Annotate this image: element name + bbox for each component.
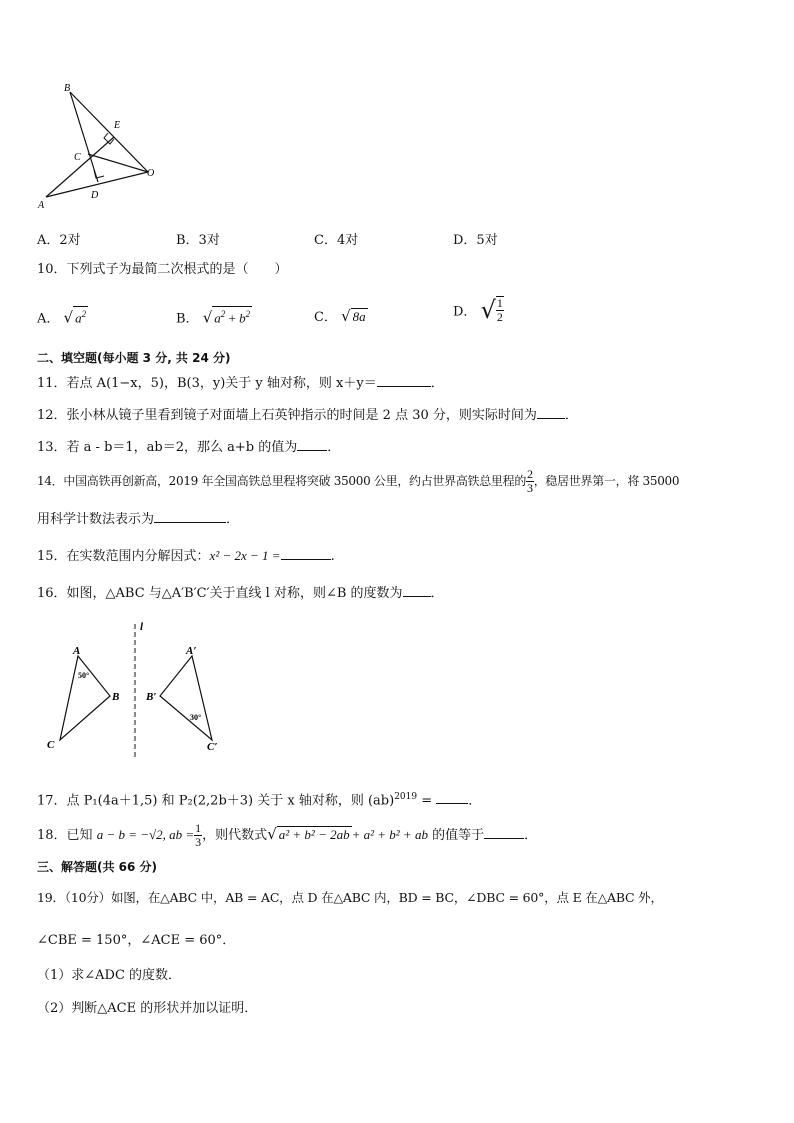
- q10-d-den: 2: [496, 310, 503, 324]
- fig16-angle-c1: 30°: [190, 713, 202, 722]
- q11-text: 11．若点 A(1−x，5)，B(3，y)关于 y 轴对称，则 x＋y＝: [37, 376, 377, 391]
- fig16-label-A1: A′: [186, 645, 197, 657]
- fig16-label-C1: C′: [207, 741, 218, 753]
- q18: [37, 815, 537, 855]
- q10-option-c-letter: C．: [314, 310, 337, 325]
- q14-end: ．: [226, 512, 240, 527]
- q18-end: ．: [524, 828, 538, 843]
- q14-fraction: [526, 468, 534, 495]
- q14-line1: [37, 462, 679, 500]
- q15-end: .: [330, 549, 335, 564]
- q14-text-a: 14．中国高铁再创新高，2019 年全国高铁总里程将突破 35000 公里，约占世界高铁总里程的: [37, 474, 527, 488]
- q17-end: ．: [468, 793, 482, 809]
- q13-end: ．: [327, 440, 341, 455]
- q14-text-b: ，稳居世界第一，将 35000: [533, 474, 680, 488]
- q9-option-b: B．3对: [176, 233, 220, 248]
- q14-num: 2: [527, 467, 533, 481]
- q13: [37, 438, 340, 457]
- q18-text: 18．已知: [37, 828, 93, 843]
- q10-option-a-radicand: [73, 306, 88, 325]
- q16-end: ．: [430, 586, 444, 601]
- q15-answer-blank[interactable]: [281, 547, 331, 560]
- q19-sub1: （1）求∠ADC 的度数．: [37, 968, 182, 983]
- q12-text: 12．张小林从镜子里看到镜子对面墙上石英钟指示的时间是 2 点 30 分，则实际时间为: [37, 408, 537, 423]
- q18-text-c: 的值等于: [432, 828, 485, 843]
- q11-answer-blank[interactable]: [377, 374, 431, 387]
- fig9-label-A: A: [38, 200, 45, 211]
- q10-b-base2: b: [239, 310, 246, 326]
- q15: [37, 547, 335, 566]
- q13-text: 13．若 a - b＝1，ab＝2，那么 a+b 的值为: [37, 440, 298, 455]
- q18-tail: + a² + b² + ab: [351, 827, 428, 842]
- q14-den: 3: [527, 481, 533, 495]
- q10-a-exp: 2: [81, 309, 87, 319]
- q9-option-c: C．4对: [314, 233, 359, 248]
- q10-option-c: [314, 306, 368, 325]
- q9-option-d: D．5对: [453, 233, 498, 248]
- q17-eq: =: [417, 793, 437, 809]
- q10-b-base1: a: [214, 310, 221, 326]
- fig9-label-B: B: [64, 83, 71, 94]
- q11-end: ．: [430, 376, 444, 391]
- q10-b-exp2: 2: [245, 309, 251, 319]
- fig16-angle-a: 50°: [78, 671, 90, 680]
- q10-option-b: [176, 306, 252, 326]
- sqrt-sign: √: [202, 308, 213, 327]
- q17-exp: 2019: [394, 792, 418, 802]
- fig9-label-O: O: [147, 168, 155, 179]
- q10-d-num: 1: [496, 296, 503, 310]
- sqrt-sign: √: [267, 825, 277, 843]
- figure-q16: [40, 618, 240, 768]
- q14-line2: [37, 510, 239, 529]
- q19-line2: ∠CBE = 150°，∠ACE = 60°．: [37, 933, 236, 948]
- sqrt-sign: √: [341, 307, 351, 325]
- q16-answer-blank[interactable]: [403, 584, 431, 597]
- q11: [37, 374, 444, 393]
- q14-text-c: 用科学计数法表示为: [37, 512, 155, 527]
- q16-text: 16．如图，△ABC 与△A′B′C′关于直线 l 对称，则∠B 的度数为: [37, 586, 403, 601]
- section3-heading: 三、解答题(共 66 分): [37, 860, 158, 874]
- q12: [37, 406, 578, 425]
- sqrt-sign: √: [63, 308, 74, 327]
- q12-end: ．: [564, 408, 578, 423]
- q10-option-d: [453, 296, 504, 324]
- q18-mid: ，则代数式: [202, 828, 268, 843]
- q10-option-a-letter: A．: [37, 311, 60, 327]
- q10-option-b-letter: B．: [176, 311, 199, 327]
- q19-sub2: （2）判断△ACE 的形状并加以证明．: [37, 1001, 258, 1016]
- q18-num: 1: [195, 821, 202, 835]
- fig16-label-C: C: [47, 739, 55, 751]
- q13-answer-blank[interactable]: [297, 438, 327, 451]
- q16: [37, 584, 444, 603]
- q15-expression: x² − 2x − 1 =: [209, 548, 281, 563]
- q10-b-exp1: 2: [220, 309, 226, 319]
- q10-option-c-radicand: 8a: [352, 309, 366, 324]
- q12-answer-blank[interactable]: [537, 406, 565, 419]
- q18-radicand: a² + b² − 2ab: [278, 827, 350, 842]
- q18-fraction: [194, 822, 202, 849]
- fig16-triangle-abc: [60, 656, 110, 740]
- q10-a-base: a: [75, 310, 82, 326]
- q14-answer-blank[interactable]: [154, 510, 226, 523]
- q15-text: 15．在实数范围内分解因式：: [37, 549, 210, 564]
- q17-text: 17．点 P₁(4a＋1,5) 和 P₂(2,2b＋3) 关于 x 轴对称，则 (ab): [37, 793, 395, 809]
- fig9-right-angle-D: [94, 170, 104, 178]
- fig9-label-D: D: [91, 190, 99, 201]
- q19-line1: 19．（10分）如图，在△ABC 中，AB = AC，点 D 在△ABC 内，BD = BC，∠DBC = 60°，点 E 在△ABC 外，: [37, 890, 663, 905]
- q10-option-a: [37, 306, 88, 326]
- figure-q9: [30, 80, 165, 215]
- q10-option-d-letter: D．: [453, 304, 477, 320]
- q18-den: 3: [195, 835, 202, 849]
- fig9-label-C: C: [74, 152, 81, 163]
- q10-stem: 10．下列式子为最简二次根式的是（ ）: [37, 262, 288, 277]
- q10-option-d-fraction: [496, 296, 504, 324]
- fig16-label-B1: B′: [146, 691, 157, 703]
- fig9-label-E: E: [114, 120, 121, 131]
- fig16-triangle-a1b1c1: [160, 656, 212, 740]
- fig16-label-A: A: [73, 645, 81, 657]
- q18-expression-1: a − b = −√2, ab =: [96, 827, 195, 842]
- sqrt-sign: √: [480, 296, 496, 324]
- section2-heading: 二、填空题(每小题 3 分, 共 24 分): [37, 351, 231, 365]
- q10-b-plus: +: [225, 310, 240, 326]
- q10-option-b-radicand: [212, 306, 252, 325]
- q17: [37, 788, 481, 810]
- fig9-line-AE: [46, 137, 114, 197]
- q17-answer-blank[interactable]: [436, 791, 468, 804]
- q18-answer-blank[interactable]: [484, 826, 524, 839]
- fig16-label-B: B: [112, 691, 120, 703]
- q9-option-a: A．2对: [37, 233, 81, 248]
- fig16-label-l: l: [140, 621, 144, 633]
